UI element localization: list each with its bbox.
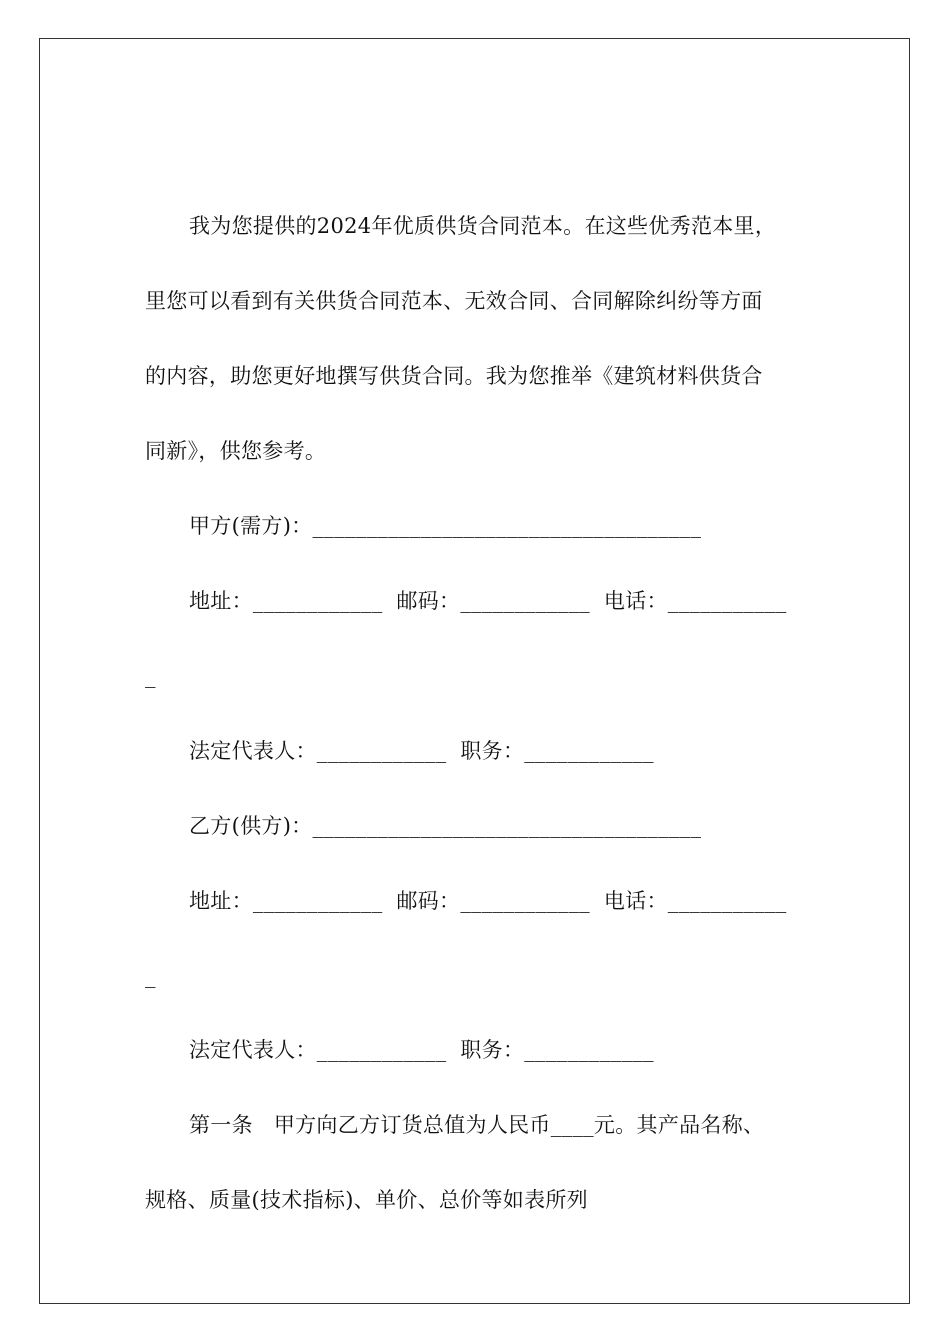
intro-line-1: 我为您提供的2024年优质供货合同范本。在这些优秀范本里，	[189, 214, 777, 238]
party-b-contact-wrap: _	[145, 964, 156, 988]
intro-line-4: 同新》，供您参考。	[145, 439, 327, 463]
party-a-title: 甲方(需方)：____________________________________	[189, 514, 702, 538]
intro-line-2: 里您可以看到有关供货合同范本、无效合同、合同解除纠纷等方面	[145, 289, 763, 313]
party-b-title: 乙方(供方)：____________________________________	[189, 814, 702, 838]
party-b-representative: 法定代表人：____________ 职务：____________	[189, 1038, 654, 1062]
party-a-contact: 地址：____________ 邮码：____________ 电话：___________	[189, 589, 787, 613]
party-a-contact-wrap: _	[145, 664, 156, 688]
article-1-line-2: 规格、质量(技术指标)、单价、总价等如表所列	[145, 1188, 588, 1212]
party-a-representative: 法定代表人：____________ 职务：____________	[189, 739, 654, 763]
article-1-line-1: 第一条 甲方向乙方订货总值为人民币____元。其产品名称、	[189, 1113, 765, 1137]
intro-line-3: 的内容，助您更好地撰写供货合同。我为您推举《建筑材料供货合	[145, 364, 763, 388]
party-b-contact: 地址：____________ 邮码：____________ 电话：___________	[189, 889, 787, 913]
